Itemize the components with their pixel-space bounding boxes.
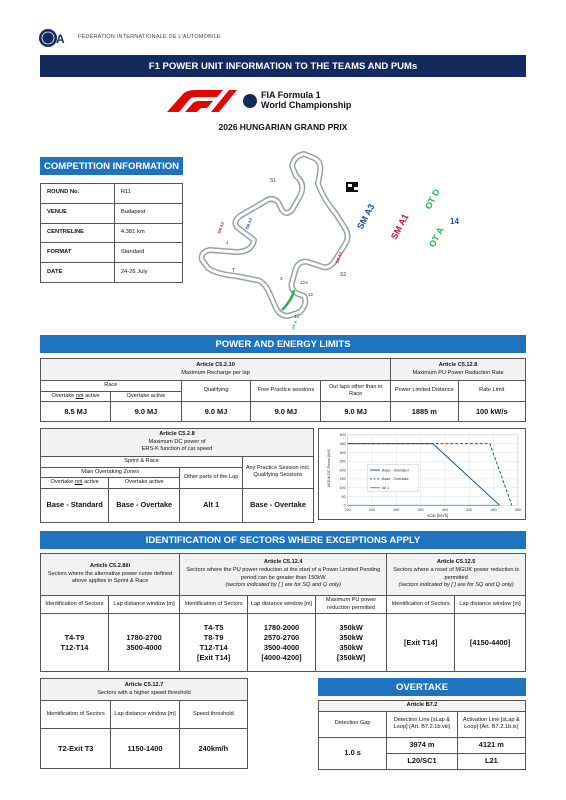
c5125-window: [4150-4400]	[455, 614, 526, 672]
c528iii-windows: 1780-2700 3500-4000	[108, 614, 179, 672]
recharge-out-laps: 9.0 MJ	[321, 402, 391, 422]
track-label-12: 12	[308, 292, 314, 297]
c5125-col1: Identification of Sectors	[387, 596, 455, 614]
c5124-col2: Lap distance window [m]	[248, 596, 316, 614]
track-label-1: 1	[226, 240, 229, 245]
curve-main-not-active: Base - Standard	[41, 488, 109, 522]
detection-line-header: Detection Line [sLap & Loop] (Art. B7.2.1b.viii)	[387, 711, 457, 737]
track-map	[196, 140, 486, 340]
c5124-power: 350kW 350kW 350kW [350kW]	[315, 614, 386, 672]
track-label-s1: S1	[270, 178, 277, 184]
sectors-table	[40, 553, 526, 671]
overtake-active-header: Overtake active	[111, 391, 181, 402]
c5127-col3: Speed threshold	[179, 701, 247, 729]
other-parts-header: Other parts of the Lap	[180, 467, 243, 488]
chart-ytick-label: 350	[339, 441, 346, 446]
track-label-12a: 12A	[300, 280, 309, 285]
chart-legend-label: Alt 1	[381, 485, 390, 490]
rate-limit-header: Rate Limit	[458, 381, 525, 402]
org-name: FÉDÉRATION INTERNATIONALE DE L'AUTOMOBILE	[78, 34, 221, 40]
track-label-sma1: SM A1	[388, 212, 411, 241]
power-table	[40, 358, 526, 420]
sprint-race-header: Sprint & Race	[41, 457, 243, 468]
track-label-ota: OT A	[426, 225, 446, 249]
chart-ytick-label: 150	[339, 477, 346, 482]
detection-line-loop: L20/SC1	[387, 753, 457, 769]
brand-line1: FIA Formula 1	[261, 90, 321, 100]
overtake-table	[318, 700, 526, 768]
speed-threshold-table	[40, 678, 248, 768]
c5124-windows: 1780-2000 2570-2700 3500-4000 [4000-4200]	[248, 614, 316, 672]
round-value: R11	[114, 184, 182, 204]
c5125-col2: Lap distance window [m]	[455, 596, 526, 614]
track-label-sma3: SM A3	[354, 202, 377, 231]
track-label-otd: OT D	[422, 187, 442, 211]
art-c5-12-8-header: Article C5.12.8 Maximum PU Power Reduction Rate	[391, 359, 526, 381]
track-label-sma2-right: SM A2	[334, 251, 344, 265]
detection-gap-header: Detection Gap	[319, 711, 387, 737]
sectors-section-title: IDENTIFICATION OF SECTORS WHERE EXCEPTIONS APPLY	[40, 531, 526, 549]
detection-gap-value: 1.0 s	[319, 737, 387, 769]
any-practice-header: Any Practice Session incl. Qualifying Sessions	[243, 457, 314, 489]
c5125-sector: [Exit T14]	[387, 614, 455, 672]
art-c5-2-8-header: Article C5.2.8 Maximum DC power of ERS-K function of car speed	[41, 429, 314, 457]
activation-line-header: Activation Line [sLap & Loop] (Art. B7.2.1b.ix)	[457, 711, 525, 737]
c5124-col1: Identification of Sectors	[180, 596, 248, 614]
svg-text:A: A	[56, 32, 65, 46]
art-c5-2-10-header: Article C5.2.10 Maximum Recharge per lap	[41, 359, 391, 381]
recharge-qualifying: 9.0 MJ	[181, 402, 251, 422]
track-label-ota-small: OT A	[290, 319, 299, 331]
art-b7-2-header: Article B7.2	[319, 701, 526, 712]
format-label: FORMAT	[41, 243, 115, 263]
power-limited-distance: 1885 m	[391, 402, 458, 422]
track-label-14-small: 14	[294, 314, 300, 319]
chart-xtick-label: 280	[417, 508, 424, 513]
power-section-title: POWER AND ENERGY LIMITS	[40, 335, 526, 353]
c528iii-sectors: T4-T9 T12-T14	[41, 614, 109, 672]
format-value: Standard	[114, 243, 182, 263]
art-c5-12-7-header: Article C5.12.7 Sectors with a higher speed threshold	[41, 679, 248, 701]
power-limited-distance-header: Power Limited Distance	[391, 381, 458, 402]
power-curve-svg	[319, 429, 525, 519]
round-label: ROUND No.	[41, 184, 115, 204]
chart-xtick-label: 320	[466, 508, 473, 513]
rate-limit: 100 kW/s	[458, 402, 525, 422]
activation-line-distance: 4121 m	[457, 737, 525, 753]
ersk-overtake-not-active-header: Overtake not active	[41, 478, 109, 489]
venue-label: VENUE	[41, 203, 115, 223]
track-label-s2: S2	[340, 272, 347, 278]
ersk-overtake-active-header: Overtake active	[109, 478, 180, 489]
chart-xtick-label: 360	[514, 508, 521, 513]
centreline-value: 4.381 km	[114, 223, 182, 243]
art-c5-2-8iii-header: Article C5.2.8iii Sectors where the alternative power curve defined above applies in Sprint & Race	[41, 554, 180, 596]
race-header: Race	[41, 381, 182, 392]
chart-ytick-label: 400	[339, 433, 346, 438]
activation-line-loop: L21	[457, 753, 525, 769]
f1-championship-logo	[165, 88, 405, 114]
chart-legend-label: Base - Overtake	[381, 477, 409, 482]
date-label: DATE	[41, 263, 115, 283]
main-overtaking-header: Main Overtaking Zones	[41, 467, 180, 478]
competition-table	[40, 183, 183, 283]
qualifying-header: Qualifying	[181, 381, 251, 402]
art-c5-12-5-header: Article C5.12.5 Sectors where a reset of MGUK power reduction is permitted (sectors indicated by [ ] are for SQ and Q only)	[387, 554, 526, 596]
chart-xlabel: vCar [km/h]	[427, 513, 449, 519]
c5127-sector: T2-Exit T3	[41, 729, 111, 769]
main-title: F1 POWER UNIT INFORMATION TO THE TEAMS AND PUMs	[40, 55, 526, 77]
power-curve-chart	[318, 428, 526, 520]
venue-value: Budapest	[114, 203, 182, 223]
chart-xtick-label: 340	[490, 508, 497, 513]
c5127-window: 1150-1400	[111, 729, 179, 769]
chart-ytick-label: 200	[339, 468, 346, 473]
recharge-race-not-active: 8.5 MJ	[41, 402, 111, 422]
chart-ytick-label: 100	[339, 485, 346, 490]
out-laps-header: Out laps other than in Race	[321, 381, 391, 402]
free-practice-header: Free Practice sessions	[251, 381, 321, 402]
event-title: 2026 HUNGARIAN GRAND PRIX	[218, 122, 348, 132]
curve-any-practice: Base - Overtake	[243, 488, 314, 522]
chart-xtick-label: 220	[344, 508, 351, 513]
chart-ytick-label: 300	[339, 450, 346, 455]
chart-ytick-label: 50	[341, 494, 346, 499]
c528iii-col1: Identification of Sectors	[41, 596, 109, 614]
recharge-race-active: 9.0 MJ	[111, 402, 181, 422]
overtake-section-title: OVERTAKE	[318, 678, 526, 696]
chart-ylabel: MGUK DC Power [kW]	[327, 449, 332, 487]
c5124-col3: Maximum PU power reduction permitted	[315, 596, 386, 614]
chart-xtick-label: 240	[368, 508, 376, 513]
chart-xtick-label: 300	[441, 508, 449, 513]
c5127-col1: Identification of Sectors	[41, 701, 111, 729]
art-c5-12-4-header: Article C5.12.4 Sectors where the PU power reduction at the start of a Power Limited Pending period can be greater than 150kW (sectors indicated by [ ] are for SQ and Q only)	[180, 554, 387, 596]
track-label-14: 14	[450, 217, 459, 226]
chart-legend-label: Base - Standard	[381, 468, 409, 473]
competition-section-title: COMPETITION INFORMATION	[40, 157, 183, 175]
curve-other-parts: Alt 1	[180, 488, 243, 522]
chart-ytick-label: 250	[339, 459, 346, 464]
track-label-3: 3	[280, 276, 283, 281]
brand-line2: World Championship	[261, 100, 352, 110]
centreline-label: CENTRELINE	[41, 223, 115, 243]
track-label-sma3-left: SM A3	[244, 217, 254, 231]
fia-logo-icon	[38, 28, 70, 48]
date-value: 24-26 July	[114, 263, 182, 283]
c5127-col2: Lap distance window [m]	[111, 701, 179, 729]
recharge-free-practice: 9.0 MJ	[251, 402, 321, 422]
c528iii-col2: Lap distance window [m]	[108, 596, 179, 614]
chart-xtick-label: 260	[393, 508, 400, 513]
curve-main-active: Base - Overtake	[109, 488, 180, 522]
track-label-t: T	[232, 268, 236, 274]
overtake-not-active-header: Overtake not active	[41, 391, 111, 402]
chart-ytick-label: 0	[343, 503, 346, 508]
track-label-sma2-left: SM A2	[216, 221, 226, 235]
c5124-sectors: T4-T5 T8-T9 T12-T14 [Exit T14]	[180, 614, 248, 672]
c5127-speed: 240km/h	[179, 729, 247, 769]
detection-line-distance: 3974 m	[387, 737, 457, 753]
ersk-table	[40, 428, 314, 520]
